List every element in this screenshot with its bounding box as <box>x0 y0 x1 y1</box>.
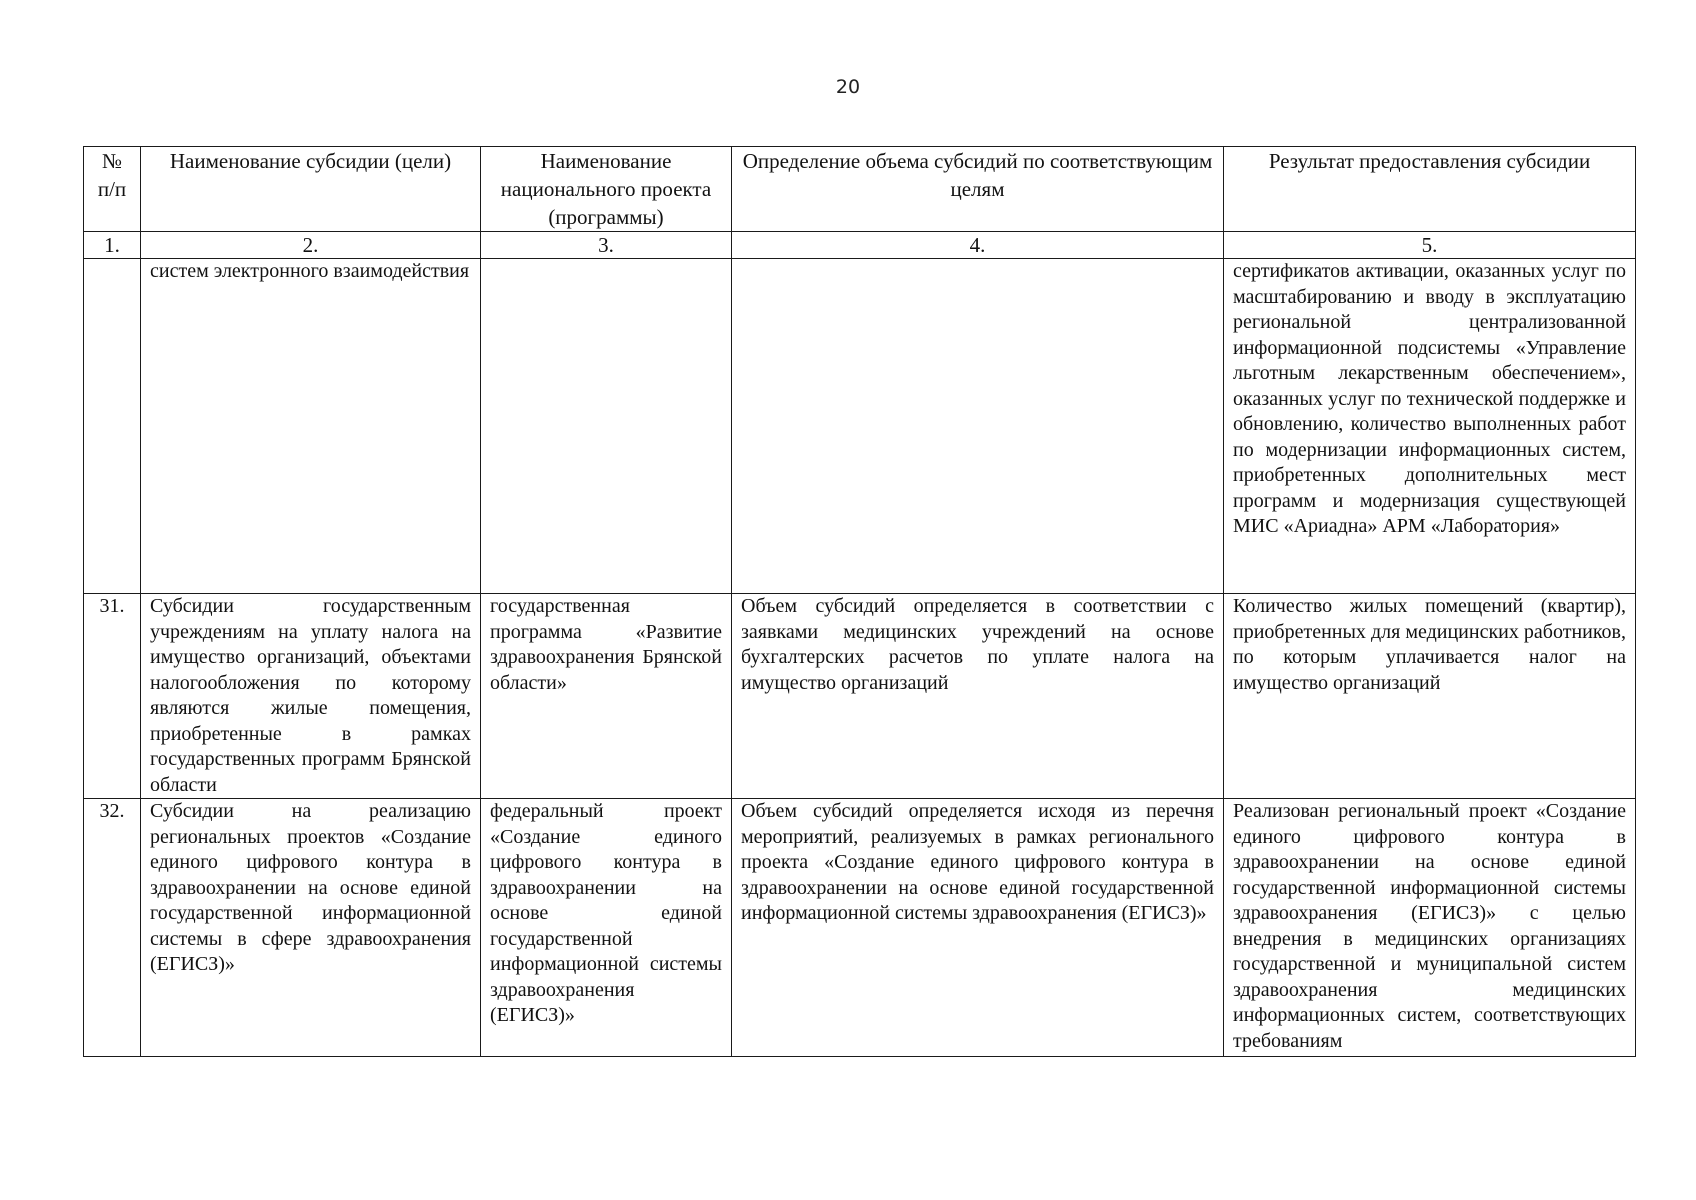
subsidy-table <box>83 146 1636 1057</box>
header-national-project: Наименование национального проекта (программы) <box>481 147 732 232</box>
column-number: 3. <box>481 232 732 259</box>
subsidy-name-cell: Субсидии государственным учреждениям на уплату налога на имущество организаций, объектами налогообложения по которому являются жилые помещения, приобретенные в рамках государственных программ Брянской области <box>141 594 481 799</box>
national-project-cell: федеральный проект «Создание единого цифрового контура в здравоохранении на основе единой государственной информационной системы здравоохранения (ЕГИСЗ)» <box>481 799 732 1057</box>
page-number: 20 <box>835 76 861 98</box>
table-row <box>84 594 1636 799</box>
national-project-cell: государственная программа «Развитие здравоохранения Брянской области» <box>481 594 732 799</box>
volume-definition-cell <box>732 259 1224 594</box>
column-number-row <box>84 232 1636 259</box>
volume-definition-cell: Объем субсидий определяется исходя из перечня мероприятий, реализуемых в рамках регионального проекта «Создание единого цифрового контура в здравоохранении на основе единой государственной информационной системы здравоохранения (ЕГИСЗ)» <box>732 799 1224 1057</box>
column-number: 4. <box>732 232 1224 259</box>
row-number <box>84 259 141 594</box>
national-project-cell <box>481 259 732 594</box>
column-number: 2. <box>141 232 481 259</box>
column-number: 1. <box>84 232 141 259</box>
header-number: № п/п <box>84 147 141 232</box>
header-result: Результат предоставления субсидии <box>1224 147 1636 232</box>
subsidy-name-cell: систем электронного взаимодействия <box>141 259 481 594</box>
result-cell: Количество жилых помещений (квартир), приобретенных для медицинских работников, по которым уплачивается налог на имущество организаций <box>1224 594 1636 799</box>
table-header-row <box>84 147 1636 232</box>
header-volume-definition: Определение объема субсидий по соответствующим целям <box>732 147 1224 232</box>
volume-definition-cell: Объем субсидий определяется в соответствии с заявками медицинских учреждений на основе бухгалтерских расчетов по уплате налога на имущество организаций <box>732 594 1224 799</box>
column-number: 5. <box>1224 232 1636 259</box>
result-cell: Реализован региональный проект «Создание единого цифрового контура в здравоохранении на основе единой государственной информационной системы здравоохранения (ЕГИСЗ)» с целью внедрения в медицинских организациях государственной и муниципальной систем здравоохранения медицинских информационных систем, соответствующих требованиям <box>1224 799 1636 1057</box>
table-row <box>84 259 1636 594</box>
row-number: 31. <box>84 594 141 799</box>
subsidy-name-cell: Субсидии на реализацию региональных проектов «Создание единого цифрового контура в здравоохранении на основе единой государственной информационной системы в сфере здравоохранения (ЕГИСЗ)» <box>141 799 481 1057</box>
row-number: 32. <box>84 799 141 1057</box>
header-subsidy-name: Наименование субсидии (цели) <box>141 147 481 232</box>
result-cell: сертификатов активации, оказанных услуг по масштабированию и вводу в эксплуатацию региональной централизованной информационной подсистемы «Управление льготным лекарственным обеспечением», оказанных услуг по технической поддержке и обновлению, количество выполненных работ по модернизации информационных систем, приобретенных дополнительных мест программ и модернизация существующей МИС «Ариадна» АРМ «Лаборатория» <box>1224 259 1636 594</box>
table-row <box>84 799 1636 1057</box>
